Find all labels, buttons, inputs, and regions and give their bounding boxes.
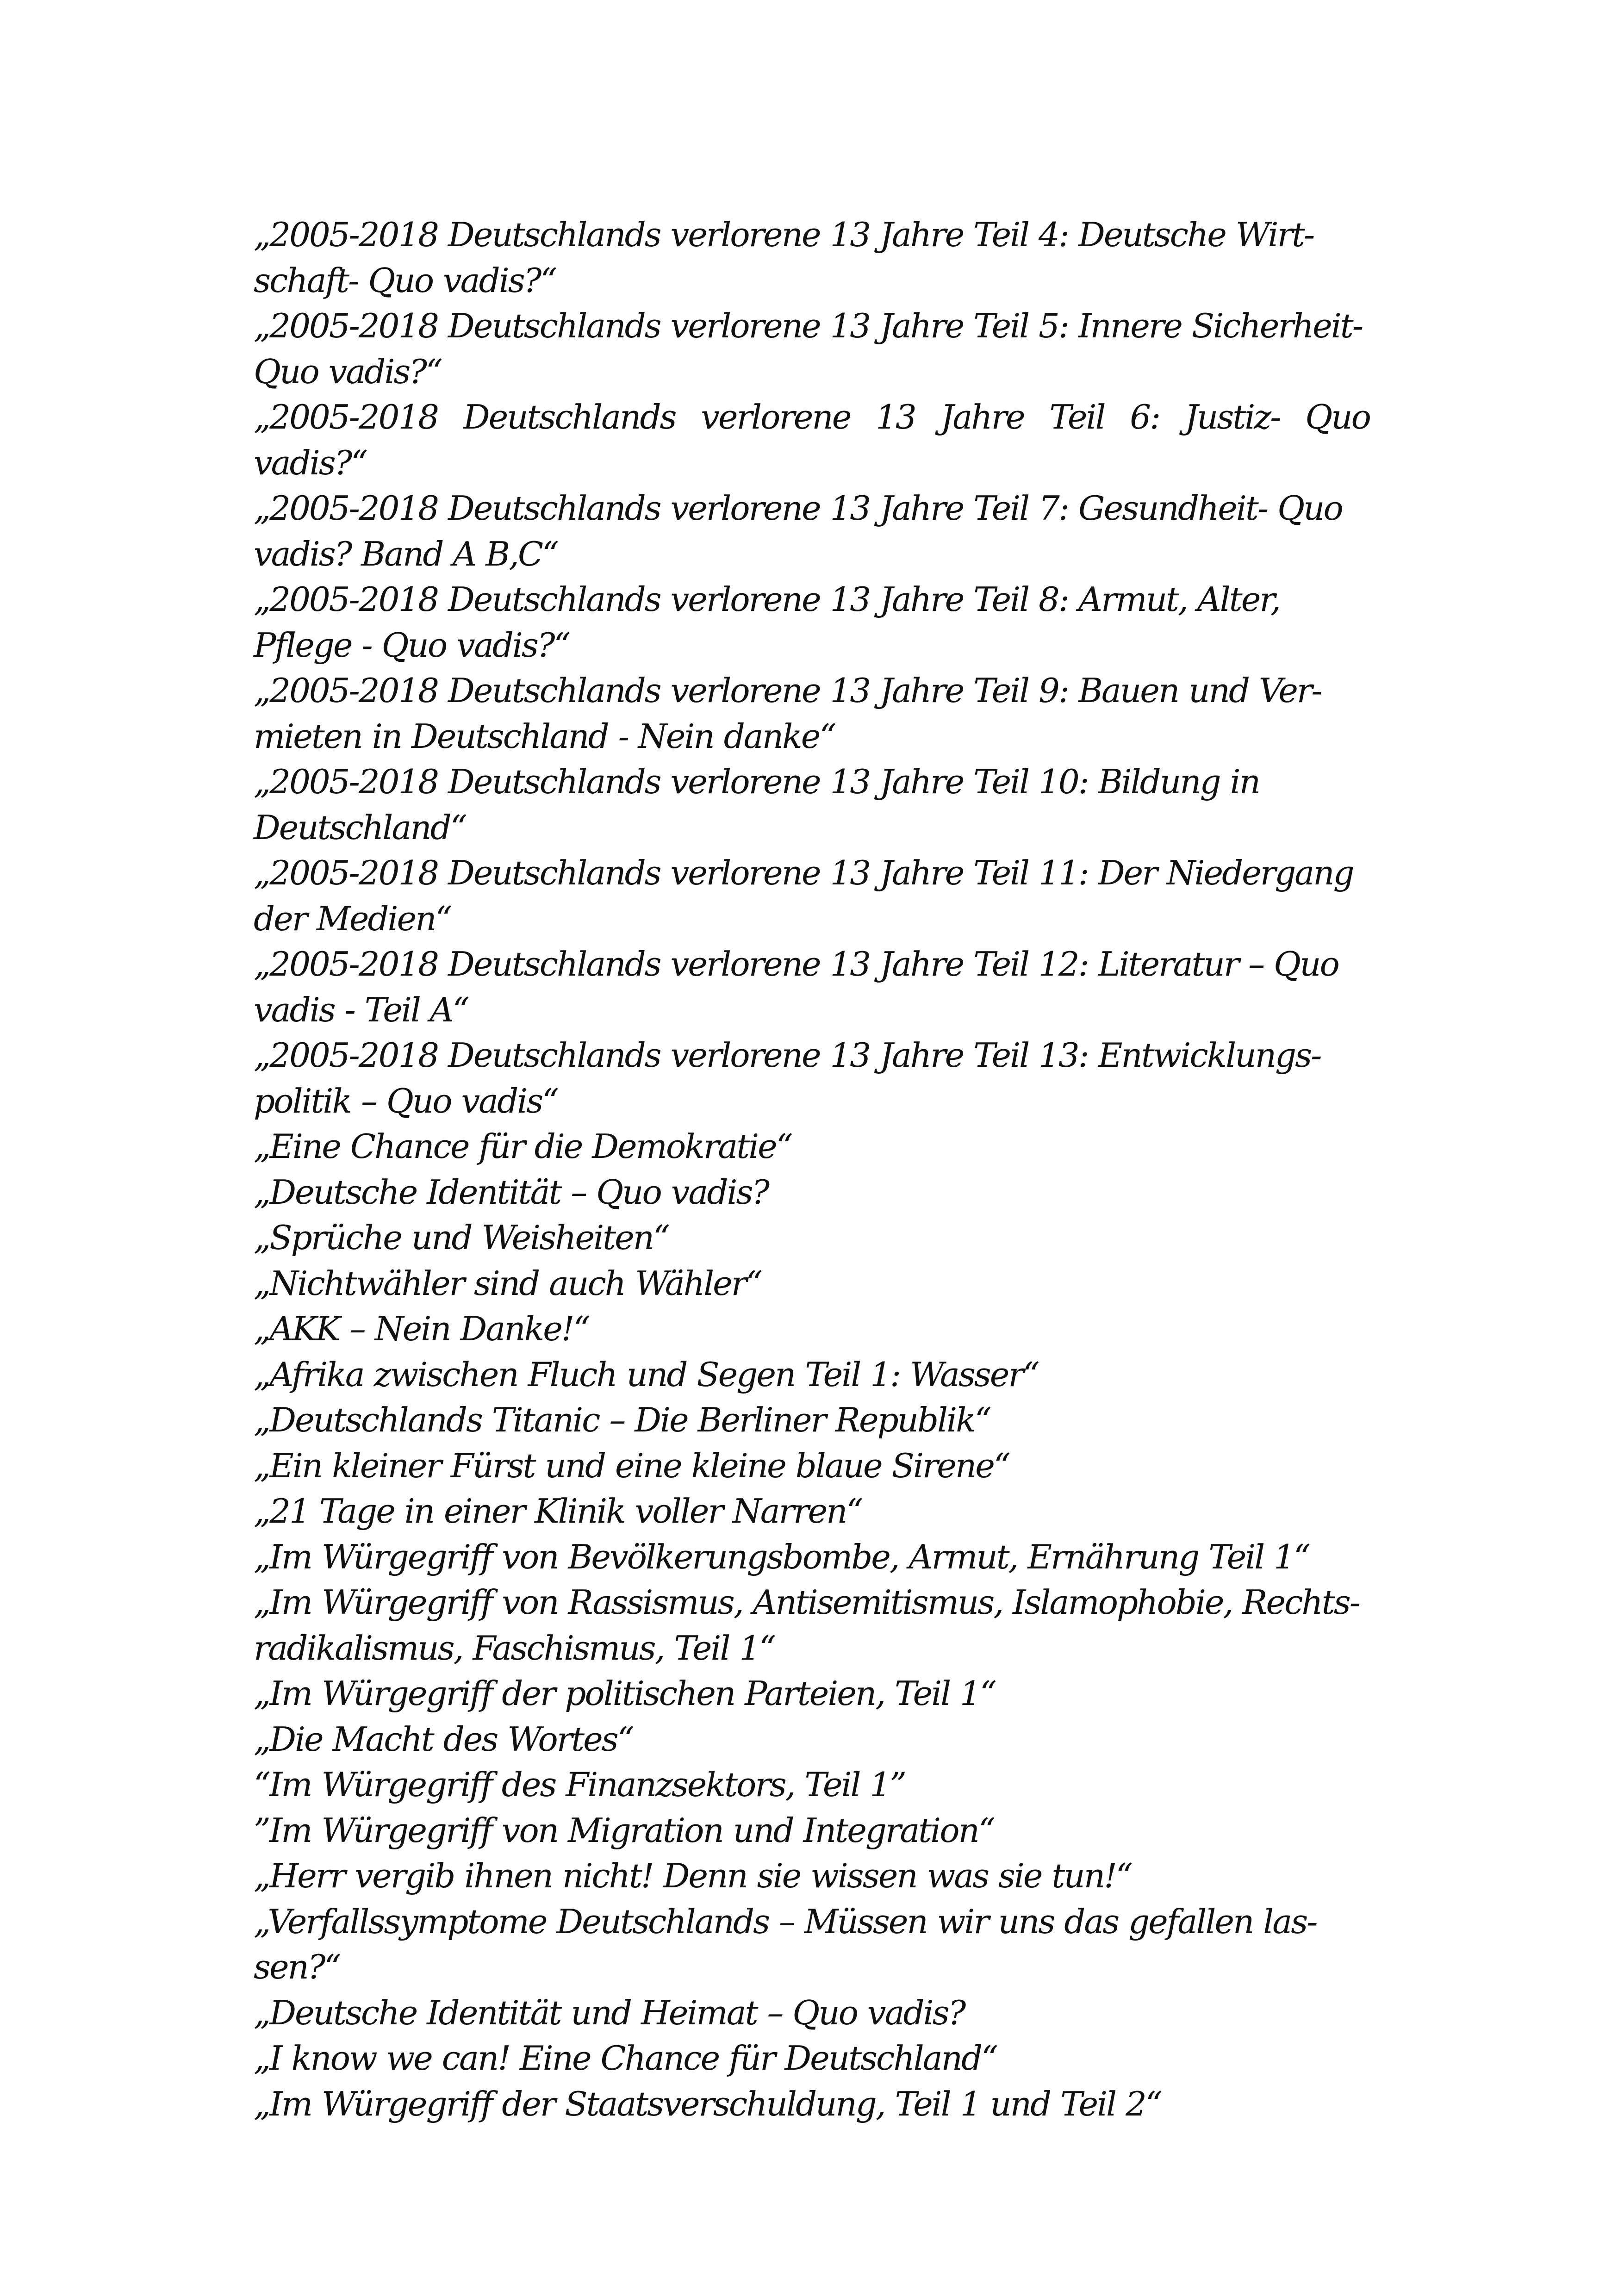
- book-title-list: [254, 212, 1370, 2127]
- list-item: „2005-2018 Deutschlands verlorene 13 Jahre Teil 8: Armut, Alter, Pflege - Quo vadis?“: [254, 580, 1280, 665]
- list-item: „2005-2018 Deutschlands verlorene 13 Jahre Teil 12: Literatur – Quo vadis - Teil A“: [254, 945, 1338, 1029]
- list-item: „2005-2018 Deutschlands verlorene 13 Jahre Teil 5: Innere Sicherheit- Quo vadis?“: [254, 306, 1363, 391]
- list-item: „Verfallssymptome Deutschlands – Müssen wir uns das gefallen las- sen?“: [254, 1902, 1317, 1986]
- list-item: „Im Würgegriff der Staatsverschuldung, Teil 1 und Teil 2“: [254, 2084, 1161, 2123]
- list-item: „2005-2018 Deutschlands verlorene 13 Jahre Teil 13: Entwicklungs- politik – Quo vadis“: [254, 1036, 1321, 1120]
- list-item: „AKK – Nein Danke!“: [254, 1309, 589, 1348]
- list-item: „Im Würgegriff von Rassismus, Antisemitismus, Islamophobie, Rechts- radikalismus, Faschismus, Teil 1“: [254, 1583, 1359, 1668]
- list-item: „Im Würgegriff der politischen Parteien, Teil 1“: [254, 1674, 996, 1713]
- list-item: „Sprüche und Weisheiten“: [254, 1218, 669, 1257]
- list-item: „2005-2018 Deutschlands verlorene 13 Jahre Teil 4: Deutsche Wirt- schaft- Quo vadis?“: [254, 215, 1314, 300]
- list-item: „Die Macht des Wortes“: [254, 1719, 633, 1759]
- list-item: „Im Würgegriff von Bevölkerungsbombe, Armut, Ernährung Teil 1“: [254, 1537, 1309, 1576]
- list-item: „2005-2018 Deutschlands verlorene 13 Jahre Teil 6: Justiz- Quo vadis?“: [254, 398, 1370, 482]
- list-item: „Afrika zwischen Fluch und Segen Teil 1: Wasser“: [254, 1355, 1039, 1394]
- list-item: „2005-2018 Deutschlands verlorene 13 Jahre Teil 7: Gesundheit- Quo vadis? Band A B,C“: [254, 489, 1342, 573]
- list-item: „Ein kleiner Fürst und eine kleine blaue Sirene“: [254, 1446, 1009, 1485]
- list-item: „Herr vergib ihnen nicht! Denn sie wissen was sie tun!“: [254, 1856, 1132, 1895]
- list-item: „Deutsche Identität – Quo vadis?: [254, 1172, 769, 1212]
- list-item: ”Im Würgegriff von Migration und Integration“: [254, 1811, 994, 1850]
- list-item: „2005-2018 Deutschlands verlorene 13 Jahre Teil 10: Bildung in Deutschland“: [254, 762, 1259, 847]
- list-item: „21 Tage in einer Klinik voller Narren“: [254, 1492, 862, 1531]
- list-item: „Nichtwähler sind auch Wähler“: [254, 1263, 761, 1303]
- list-item: „Eine Chance für die Demokratie“: [254, 1127, 792, 1166]
- list-item: „I know we can! Eine Chance für Deutschland“: [254, 2039, 997, 2078]
- list-item: „Deutsche Identität und Heimat – Quo vadis?: [254, 1993, 965, 2032]
- list-item: „2005-2018 Deutschlands verlorene 13 Jahre Teil 11: Der Niedergang der Medien“: [254, 853, 1353, 938]
- list-item: „2005-2018 Deutschlands verlorene 13 Jahre Teil 9: Bauen und Ver- mieten in Deutschland - Nein danke“: [254, 671, 1321, 756]
- list-item: „Deutschlands Titanic – Die Berliner Republik“: [254, 1400, 990, 1439]
- list-item: “Im Würgegriff des Finanzsektors, Teil 1”: [254, 1765, 906, 1804]
